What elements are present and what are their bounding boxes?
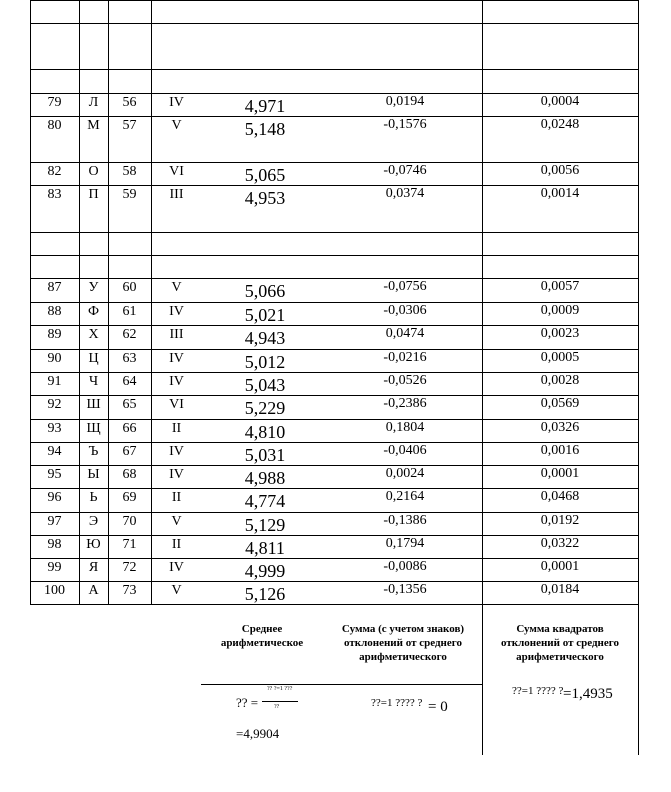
row-deviation: -0,0526	[383, 373, 427, 388]
row-number: 93	[47, 421, 62, 436]
squares-sum-value: =1,4935	[563, 686, 613, 702]
row-letter: Ц	[88, 351, 99, 366]
row-grade: IV	[169, 304, 184, 319]
row-letter: Х	[88, 327, 99, 342]
mean-formula-main: ?? =	[236, 695, 259, 710]
row-number: 97	[47, 514, 62, 529]
row-deviation: 0,0474	[385, 326, 425, 341]
row-letter: А	[88, 583, 99, 598]
row-square: 0,0016	[540, 443, 580, 458]
row-grade: III	[169, 327, 184, 342]
row-grade: V	[171, 583, 182, 598]
row-deviation: -0,1356	[383, 582, 427, 597]
row-grade: II	[171, 490, 182, 505]
row-grade: II	[171, 421, 182, 436]
row-letter: Э	[88, 514, 99, 529]
row-grade: III	[169, 187, 184, 202]
row-deviation: -0,0216	[383, 350, 427, 365]
row-letter: Ь	[89, 490, 98, 505]
row-value: 4,943	[244, 328, 286, 348]
row-number: 96	[47, 490, 62, 505]
row-square: 0,0326	[540, 420, 580, 435]
mean-header: Среднее арифметическое	[220, 623, 304, 649]
row-code: 60	[122, 280, 137, 295]
row-value: 4,999	[244, 561, 286, 581]
row-letter: Я	[88, 560, 99, 575]
row-square: 0,0005	[540, 350, 580, 365]
row-number: 87	[47, 280, 62, 295]
row-value: 4,971	[244, 96, 286, 116]
row-letter: Щ	[86, 421, 101, 436]
row-grade: IV	[169, 351, 184, 366]
row-letter: Ш	[86, 397, 101, 412]
row-deviation: -0,1576	[383, 117, 427, 132]
row-code: 65	[122, 397, 137, 412]
row-number: 95	[47, 467, 62, 482]
row-grade: V	[171, 514, 182, 529]
row-number: 82	[47, 164, 62, 179]
deviation-sum-header: Сумма (с учетом знаков) отклонений от среднего арифметического	[341, 623, 465, 663]
row-number: 99	[47, 560, 62, 575]
mean-formula-top: ?? ?=1 ???	[267, 686, 293, 692]
row-square: 0,0056	[540, 163, 580, 178]
squares-sum-header: Сумма квадратов отклонений от среднего арифметического	[500, 623, 619, 663]
row-square: 0,0001	[540, 559, 580, 574]
row-value: 4,811	[245, 538, 285, 558]
row-number: 94	[47, 444, 62, 459]
row-code: 61	[122, 304, 137, 319]
row-grade: IV	[169, 560, 184, 575]
row-letter: Ъ	[88, 444, 99, 459]
row-grade: V	[171, 280, 182, 295]
row-value: 5,229	[244, 398, 286, 418]
squares-sum-formula: ??=1 ???? ?	[512, 685, 564, 697]
row-value: 5,148	[244, 119, 286, 139]
row-code: 63	[122, 351, 137, 366]
row-square: 0,0001	[540, 466, 580, 481]
row-deviation: -0,0306	[383, 303, 427, 318]
row-number: 90	[47, 351, 62, 366]
row-value: 5,066	[244, 281, 286, 301]
row-code: 57	[122, 118, 137, 133]
row-deviation: -0,0756	[383, 279, 427, 294]
row-number: 92	[47, 397, 62, 412]
row-value: 5,065	[244, 165, 286, 185]
row-code: 68	[122, 467, 137, 482]
row-code: 72	[122, 560, 137, 575]
row-code: 62	[122, 327, 137, 342]
row-deviation: -0,0086	[383, 559, 427, 574]
deviation-sum-formula: ??=1 ???? ?	[371, 697, 423, 709]
row-code: 67	[122, 444, 137, 459]
row-code: 64	[122, 374, 137, 389]
row-deviation: 0,0374	[385, 186, 425, 201]
row-grade: IV	[169, 444, 184, 459]
row-deviation: -0,0746	[383, 163, 427, 178]
row-deviation: -0,1386	[383, 513, 427, 528]
row-number: 80	[47, 118, 62, 133]
row-square: 0,0014	[540, 186, 580, 201]
row-value: 4,774	[244, 491, 286, 511]
row-letter: Ы	[87, 467, 100, 482]
mean-formula	[236, 696, 258, 709]
row-number: 91	[47, 374, 62, 389]
row-square: 0,0057	[540, 279, 580, 294]
row-square: 0,0569	[540, 396, 580, 411]
row-square: 0,0023	[540, 326, 580, 341]
mean-formula-bottom: ??	[274, 704, 280, 710]
row-square: 0,0028	[540, 373, 580, 388]
row-number: 100	[44, 583, 65, 598]
row-code: 71	[122, 537, 137, 552]
row-grade: VI	[169, 164, 184, 179]
row-number: 83	[47, 187, 62, 202]
row-number: 98	[47, 537, 62, 552]
row-square: 0,0192	[540, 513, 580, 528]
row-code: 70	[122, 514, 137, 529]
row-square: 0,0184	[540, 582, 580, 597]
row-letter: У	[88, 280, 99, 295]
row-grade: IV	[169, 374, 184, 389]
row-code: 56	[122, 95, 137, 110]
row-code: 69	[122, 490, 137, 505]
row-value: 4,810	[244, 422, 286, 442]
row-letter: Ч	[88, 374, 99, 389]
row-deviation: 0,1794	[385, 536, 425, 551]
row-square: 0,0248	[540, 117, 580, 132]
row-deviation: -0,0406	[383, 443, 427, 458]
mean-value: =4,9904	[236, 726, 280, 741]
row-number: 89	[47, 327, 62, 342]
row-letter: О	[88, 164, 99, 179]
row-value: 4,953	[244, 188, 286, 208]
row-value: 5,031	[244, 445, 286, 465]
row-number: 88	[47, 304, 62, 319]
row-value: 5,012	[244, 352, 286, 372]
row-letter: П	[88, 187, 99, 202]
deviation-sum-value: = 0	[428, 699, 448, 715]
row-value: 4,988	[244, 468, 286, 488]
row-letter: Ф	[87, 304, 100, 319]
row-square: 0,0468	[540, 489, 580, 504]
row-number: 79	[47, 95, 62, 110]
row-value: 5,043	[244, 375, 286, 395]
row-code: 73	[122, 583, 137, 598]
row-letter: М	[87, 118, 100, 133]
row-code: 59	[122, 187, 137, 202]
row-grade: II	[171, 537, 182, 552]
row-square: 0,0009	[540, 303, 580, 318]
row-code: 58	[122, 164, 137, 179]
row-deviation: 0,0194	[385, 94, 425, 109]
row-deviation: -0,2386	[383, 396, 427, 411]
row-square: 0,0322	[540, 536, 580, 551]
row-grade: IV	[169, 467, 184, 482]
row-grade: VI	[169, 397, 184, 412]
row-code: 66	[122, 421, 137, 436]
row-letter: Л	[88, 95, 99, 110]
row-grade: IV	[169, 95, 184, 110]
row-value: 5,021	[244, 305, 286, 325]
row-deviation: 0,1804	[385, 420, 425, 435]
row-letter: Ю	[86, 537, 101, 552]
row-deviation: 0,2164	[385, 489, 425, 504]
row-grade: V	[171, 118, 182, 133]
row-value: 5,126	[244, 584, 286, 604]
row-square: 0,0004	[540, 94, 580, 109]
row-deviation: 0,0024	[385, 466, 425, 481]
row-value: 5,129	[244, 515, 286, 535]
